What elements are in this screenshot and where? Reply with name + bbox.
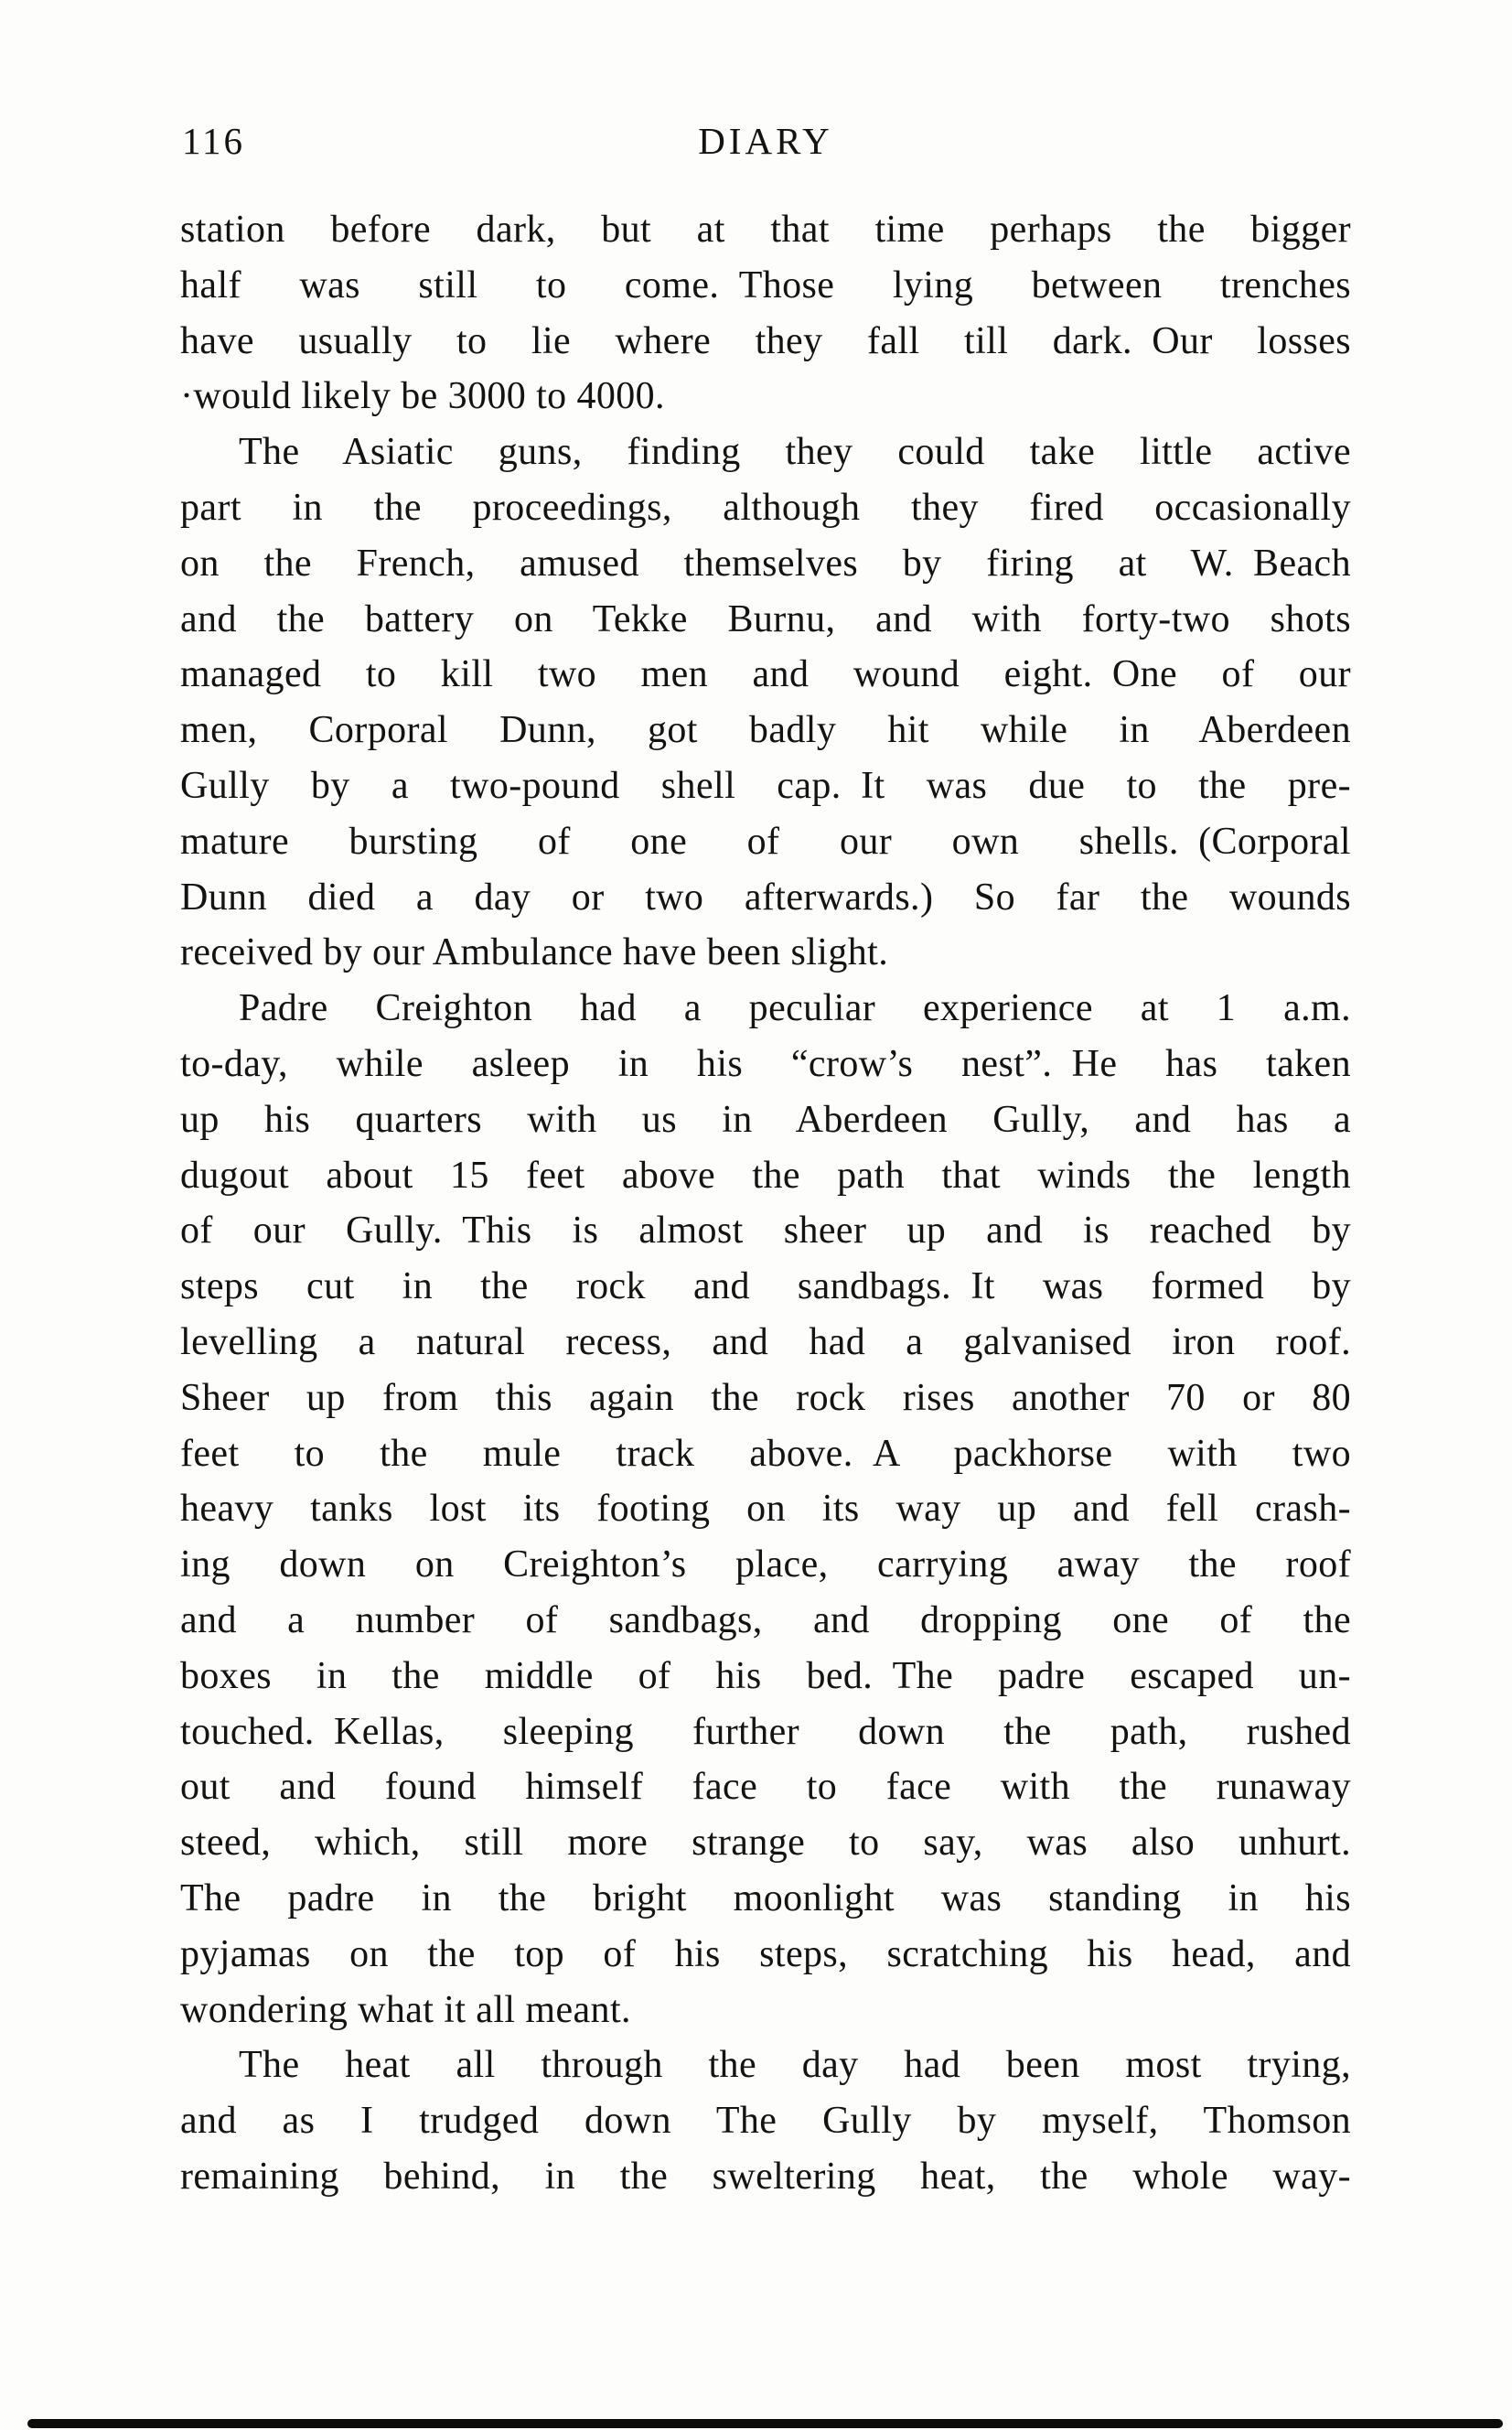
text-line: ·would likely be 3000 to 4000.: [180, 375, 665, 418]
page-number: 116: [182, 120, 245, 162]
text-line: levelling a natural recess, and had a galvanised iron roof.: [180, 1320, 1351, 1363]
text-line: dugout about 15 feet above the path that winds the length: [180, 1154, 1351, 1197]
text-line: Sheer up from this again the rock rises another 70 or 80: [180, 1376, 1351, 1419]
running-title: DIARY: [698, 120, 833, 162]
text-line: part in the proceedings, although they fired occasionally: [180, 486, 1351, 529]
text-line: up his quarters with us in Aberdeen Gully, and has a: [180, 1098, 1351, 1141]
text-line: and the battery on Tekke Burnu, and with forty-two shots: [180, 597, 1351, 640]
text-line: station before dark, but at that time perhaps the bigger: [180, 209, 1351, 251]
text-line: and a number of sandbags, and dropping one of the: [180, 1598, 1351, 1641]
text-line: received by our Ambulance have been slight.: [180, 931, 889, 974]
text-line: half was still to come. Those lying between trenches: [180, 263, 1351, 306]
body-text: [180, 202, 1351, 2205]
text-line: remaining behind, in the sweltering heat, the whole way-: [180, 2155, 1351, 2198]
text-line: feet to the mule track above. A packhorse with two: [180, 1432, 1351, 1475]
text-line: have usually to lie where they fall till dark. Our losses: [180, 319, 1351, 362]
text-line: The Asiatic guns, finding they could take little active: [239, 431, 1351, 474]
page-header: [180, 119, 1351, 167]
text-line: The heat all through the day had been most trying,: [239, 2044, 1351, 2087]
text-line: on the French, amused themselves by firing at W. Beach: [180, 542, 1351, 585]
text-line: men, Corporal Dunn, got badly hit while in Aberdeen: [180, 709, 1351, 752]
text-line: Padre Creighton had a peculiar experience at 1 a.m.: [239, 987, 1351, 1030]
text-line: touched. Kellas, sleeping further down the path, rushed: [180, 1710, 1351, 1753]
text-line: of our Gully. This is almost sheer up and is reached by: [180, 1210, 1351, 1253]
text-line: ing down on Creighton’s place, carrying away the roof: [180, 1543, 1351, 1586]
text-line: steps cut in the rock and sandbags. It was formed by: [180, 1265, 1351, 1308]
scan-edge-artifact: [27, 2419, 1503, 2428]
text-line: heavy tanks lost its footing on its way up and fell crash-: [180, 1488, 1351, 1531]
text-line: boxes in the middle of his bed. The padre escaped un-: [180, 1654, 1351, 1697]
text-line: managed to kill two men and wound eight. One of our: [180, 653, 1351, 696]
text-line: to-day, while asleep in his “crow’s nest”. He has taken: [180, 1042, 1351, 1085]
text-line: The padre in the bright moonlight was standing in his: [180, 1876, 1351, 1919]
text-line: Gully by a two-pound shell cap. It was due to the pre-: [180, 764, 1351, 807]
text-line: out and found himself face to face with the runaway: [180, 1766, 1351, 1809]
text-line: and as I trudged down The Gully by myself, Thomson: [180, 2100, 1351, 2143]
text-line: wondering what it all meant.: [180, 1988, 631, 2031]
text-line: pyjamas on the top of his steps, scratching his head, and: [180, 1932, 1351, 1975]
text-line: steed, which, still more strange to say, was also unhurt.: [180, 1822, 1351, 1865]
text-line: Dunn died a day or two afterwards.) So far the wounds: [180, 876, 1351, 919]
text-line: mature bursting of one of our own shells. (Corporal: [180, 820, 1351, 863]
